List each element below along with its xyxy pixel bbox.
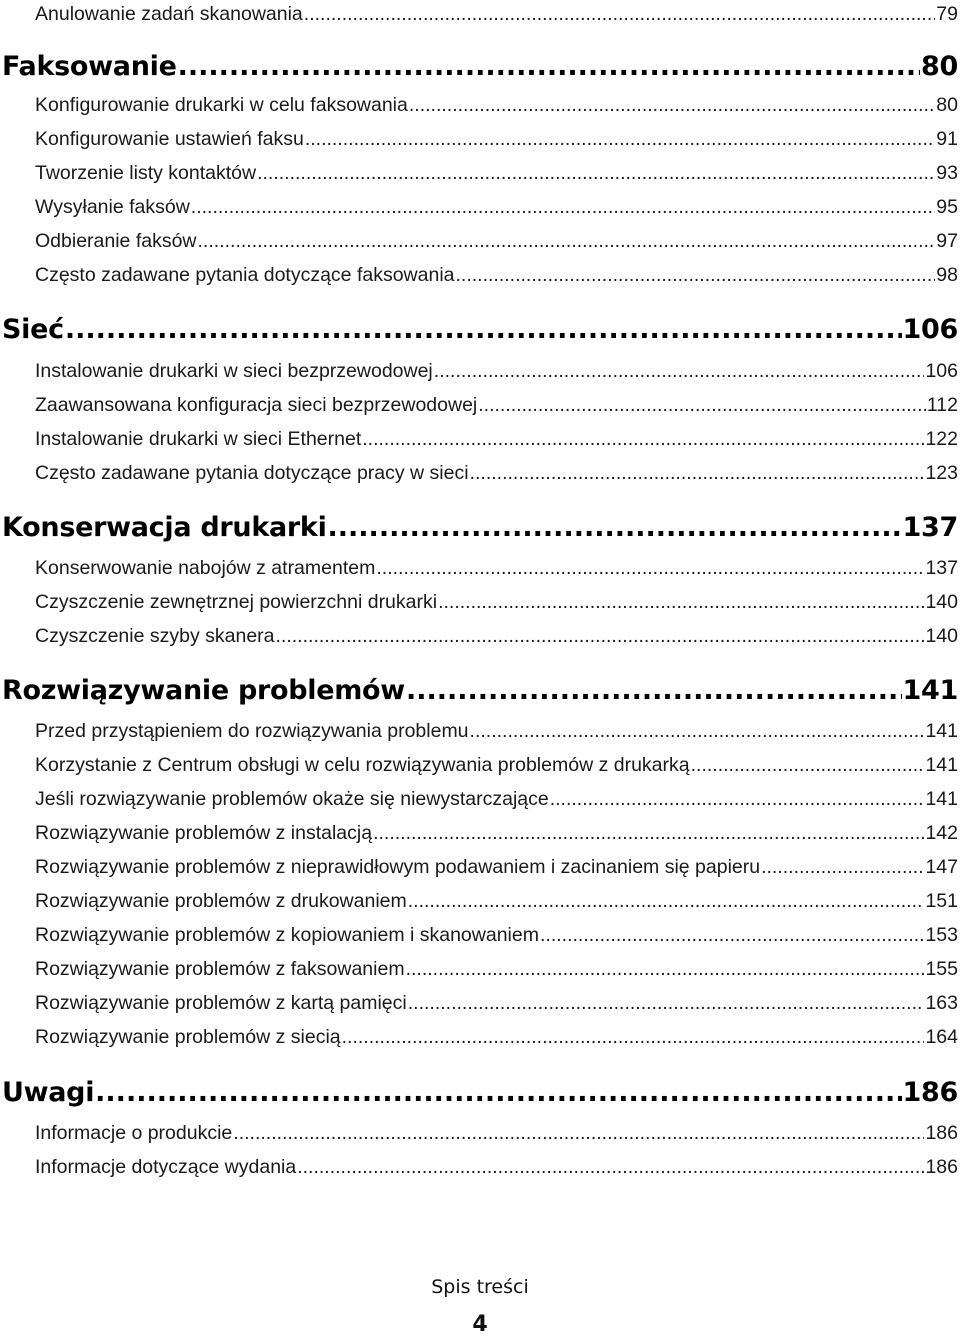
toc-entry-title: Konfigurowanie ustawień faksu: [35, 128, 304, 150]
toc-leader-dots: [95, 1074, 901, 1112]
toc-leader-dots: [297, 1153, 924, 1181]
toc-leader-dots: [376, 554, 924, 582]
toc-entry-title: Anulowanie zadań skanowania: [35, 3, 303, 25]
toc-entry-faq-faksowanie[interactable]: [35, 261, 958, 289]
toc-entry-page: 155: [925, 958, 958, 980]
toc-entry-problemy-siec[interactable]: [35, 1023, 958, 1051]
toc-entry-informacje-o-produkcie[interactable]: [35, 1119, 958, 1147]
toc-section-page: 106: [902, 314, 958, 345]
toc-entry-page: 79: [936, 3, 958, 25]
toc-entry-page: 98: [936, 264, 958, 286]
toc-entry-title: Rozwiązywanie problemów z siecią: [35, 1026, 341, 1048]
toc-section-page: 80: [921, 51, 958, 82]
toc-entry-konfigurowanie-ustawien-faksu[interactable]: [35, 125, 958, 153]
toc-entry-instalowanie-sieci-bezprzewodowej[interactable]: [35, 357, 958, 385]
toc-section-title: Uwagi: [2, 1077, 95, 1108]
toc-entry-odbieranie-faksow[interactable]: [35, 227, 958, 255]
toc-section-title: Faksowanie: [2, 51, 177, 82]
toc-leader-dots: [328, 509, 902, 547]
toc-entry-page: 93: [936, 162, 958, 184]
toc-entry-centrum-obslugi[interactable]: [35, 751, 958, 779]
toc-entry-title: Instalowanie drukarki w sieci Ethernet: [35, 428, 362, 450]
toc-leader-dots: [342, 1023, 925, 1051]
toc-leader-dots: [478, 391, 926, 419]
toc-entry-page: 141: [925, 720, 958, 742]
toc-entry-wysylanie-faksow[interactable]: [35, 193, 958, 221]
toc-entry-page: 80: [936, 94, 958, 116]
toc-leader-dots: [456, 261, 936, 289]
toc-leader-dots: [470, 459, 925, 487]
toc-entry-page: 106: [925, 360, 958, 382]
toc-section-title: Sieć: [2, 314, 64, 345]
toc-entry-title: Czyszczenie szyby skanera: [35, 625, 275, 647]
toc-entry-page: 186: [925, 1156, 958, 1178]
toc-leader-dots: [761, 853, 924, 881]
toc-entry-anulowanie-zadan-skanowania[interactable]: [35, 0, 958, 28]
toc-section-page: 137: [902, 512, 958, 543]
toc-entry-problemy-drukowanie[interactable]: [35, 887, 958, 915]
toc-entry-konfigurowanie-drukarki-faksowania[interactable]: [35, 91, 958, 119]
toc-section-faksowanie[interactable]: [2, 48, 958, 86]
toc-leader-dots: [406, 955, 925, 983]
toc-entry-title: Rozwiązywanie problemów z drukowaniem: [35, 890, 407, 912]
toc-entry-zaawansowana-konfiguracja[interactable]: [35, 391, 958, 419]
toc-entry-title: Zaawansowana konfiguracja sieci bezprzewodowej: [35, 394, 478, 416]
toc-leader-dots: [691, 751, 925, 779]
toc-entry-page: 153: [925, 924, 958, 946]
toc-entry-title: Jeśli rozwiązywanie problemów okaże się niewystarczające: [35, 788, 549, 810]
toc-entry-title: Konfigurowanie drukarki w celu faksowania: [35, 94, 408, 116]
toc-leader-dots: [550, 785, 925, 813]
toc-entry-informacje-wydania[interactable]: [35, 1153, 958, 1181]
toc-section-page: 186: [902, 1077, 958, 1108]
toc-entry-czyszczenie-szyby[interactable]: [35, 622, 958, 650]
toc-entry-title: Rozwiązywanie problemów z kartą pamięci: [35, 992, 407, 1014]
toc-entry-page: 147: [925, 856, 958, 878]
toc-leader-dots: [408, 989, 925, 1017]
toc-leader-dots: [409, 91, 935, 119]
toc-entry-title: Przed przystąpieniem do rozwiązywania problemu: [35, 720, 469, 742]
toc-entry-title: Wysyłanie faksów: [35, 196, 190, 218]
toc-leader-dots: [434, 357, 925, 385]
toc-entry-page: 164: [925, 1026, 958, 1048]
toc-entry-problemy-kopiowanie[interactable]: [35, 921, 958, 949]
toc-entry-problemy-instalacja[interactable]: [35, 819, 958, 847]
toc-entry-title: Rozwiązywanie problemów z instalacją: [35, 822, 373, 844]
toc-entry-page: 112: [926, 394, 958, 416]
toc-leader-dots: [406, 672, 902, 710]
toc-entry-page: 122: [925, 428, 958, 450]
toc-entry-title: Często zadawane pytania dotyczące pracy w sieci: [35, 462, 469, 484]
toc-entry-instalowanie-ethernet[interactable]: [35, 425, 958, 453]
toc-entry-page: 91: [936, 128, 958, 150]
toc-section-rozwiazywanie-problemow[interactable]: [2, 672, 958, 710]
toc-entry-page: 142: [925, 822, 958, 844]
toc-section-uwagi[interactable]: [2, 1074, 958, 1112]
toc-entry-title: Instalowanie drukarki w sieci bezprzewodowej: [35, 360, 433, 382]
toc-leader-dots: [198, 227, 936, 255]
toc-leader-dots: [540, 921, 924, 949]
toc-section-title: Rozwiązywanie problemów: [2, 675, 405, 706]
toc-entry-tworzenie-listy-kontaktow[interactable]: [35, 159, 958, 187]
toc-entry-title: Tworzenie listy kontaktów: [35, 162, 257, 184]
toc-section-title: Konserwacja drukarki: [2, 512, 327, 543]
toc-leader-dots: [304, 0, 936, 28]
toc-entry-problemy-faksowanie[interactable]: [35, 955, 958, 983]
toc-entry-title: Informacje dotyczące wydania: [35, 1156, 297, 1178]
toc-leader-dots: [178, 48, 920, 86]
toc-entry-page: 141: [925, 788, 958, 810]
toc-entry-page: 141: [925, 754, 958, 776]
toc-entry-konserwowanie-nabojow[interactable]: [35, 554, 958, 582]
toc-entry-page: 97: [936, 230, 958, 252]
toc-section-konserwacja-drukarki[interactable]: [2, 509, 958, 547]
toc-leader-dots: [373, 819, 924, 847]
toc-entry-title: Korzystanie z Centrum obsługi w celu rozwiązywania problemów z drukarką: [35, 754, 690, 776]
toc-entry-title: Konserwowanie nabojów z atramentem: [35, 557, 376, 579]
toc-entry-page: 186: [925, 1122, 958, 1144]
toc-leader-dots: [191, 193, 936, 221]
toc-leader-dots: [408, 887, 925, 915]
toc-entry-czyszczenie-powierzchni[interactable]: [35, 588, 958, 616]
toc-leader-dots: [65, 311, 902, 349]
toc-section-siec[interactable]: [2, 311, 958, 349]
footer-page-number: 4: [472, 1312, 488, 1337]
toc-entry-page: 163: [925, 992, 958, 1014]
toc-leader-dots: [276, 622, 925, 650]
toc-entry-problemy-karta-pamieci[interactable]: [35, 989, 958, 1017]
footer-section-label: Spis treści: [431, 1276, 529, 1298]
toc-entry-problemy-papier[interactable]: [35, 853, 958, 881]
toc-entry-niewystarczajace[interactable]: [35, 785, 958, 813]
toc-entry-title: Rozwiązywanie problemów z faksowaniem: [35, 958, 405, 980]
toc-entry-title: Często zadawane pytania dotyczące faksowania: [35, 264, 455, 286]
toc-leader-dots: [470, 717, 925, 745]
toc-leader-dots: [362, 425, 924, 453]
toc-entry-page: 95: [936, 196, 958, 218]
toc-leader-dots: [438, 588, 924, 616]
toc-entry-page: 123: [925, 462, 958, 484]
toc-entry-page: 151: [925, 890, 958, 912]
toc-leader-dots: [257, 159, 935, 187]
toc-entry-przed-przystapieniem[interactable]: [35, 717, 958, 745]
toc-entry-title: Rozwiązywanie problemów z nieprawidłowym podawaniem i zacinaniem się papieru: [35, 856, 761, 878]
toc-leader-dots: [305, 125, 935, 153]
toc-entry-title: Informacje o produkcie: [35, 1122, 233, 1144]
toc-leader-dots: [233, 1119, 924, 1147]
toc-entry-title: Czyszczenie zewnętrznej powierzchni drukarki: [35, 591, 438, 613]
toc-entry-title: Odbieranie faksów: [35, 230, 197, 252]
toc-entry-page: 140: [925, 625, 958, 647]
toc-section-page: 141: [902, 675, 958, 706]
toc-entry-faq-siec[interactable]: [35, 459, 958, 487]
toc-entry-page: 137: [925, 557, 958, 579]
toc-entry-title: Rozwiązywanie problemów z kopiowaniem i skanowaniem: [35, 924, 539, 946]
toc-entry-page: 140: [925, 591, 958, 613]
